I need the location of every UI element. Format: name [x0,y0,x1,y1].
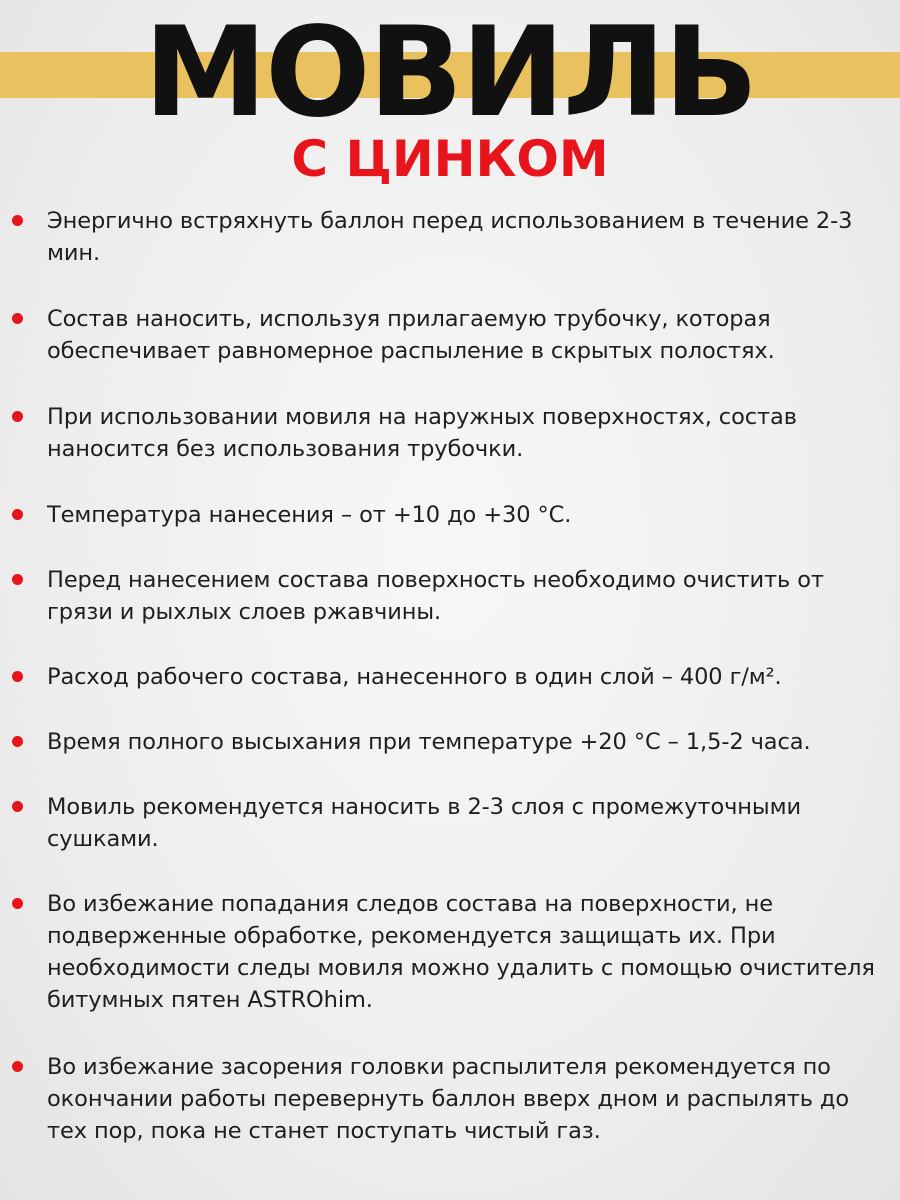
instruction-text: Расход рабочего состава, нанесенного в один слой – 400 г/м². [47,664,782,690]
instruction-text: При использовании мовиля на наружных поверхностях, состав наносится без использования трубочки. [47,404,797,462]
bullet-dot-icon [12,411,23,422]
bullet-dot-icon [12,801,23,812]
bullet-dot-icon [12,736,23,747]
bullet-dot-icon [12,215,23,226]
instruction-item [47,791,892,855]
instruction-item [47,726,892,758]
instruction-text: Во избежание попадания следов состава на поверхности, не подверженные обработке, рекомендуется защищать их. При необходимости следы мовиля можно удалить с помощью очистителя битумных пятен ASTROhim. [47,891,875,1013]
product-subtitle: С ЦИНКОМ [291,130,609,188]
instruction-text: Температура нанесения – от +10 до +30 °C. [47,502,572,528]
product-title: МОВИЛЬ [143,1,757,145]
bullet-dot-icon [12,1061,23,1072]
instruction-text: Перед нанесением состава поверхность необходимо очистить от грязи и рыхлых слоев ржавчины. [47,567,824,625]
bullet-dot-icon [12,509,23,520]
bullet-dot-icon [12,313,23,324]
instruction-item [47,303,892,367]
instruction-text: Во избежание засорения головки распылителя рекомендуется по окончании работы перевернуть баллон вверх дном и распылять до тех пор, пока не станет поступать чистый газ. [47,1054,850,1144]
bullet-dot-icon [12,671,23,682]
bullet-dot-icon [12,898,23,909]
instruction-item [47,499,892,531]
bullet-dot-icon [12,574,23,585]
instruction-text: Мовиль рекомендуется наносить в 2-3 слоя с промежуточными сушками. [47,794,801,852]
instruction-item [47,1051,892,1147]
instruction-text: Энергично встряхнуть баллон перед использованием в течение 2-3 мин. [47,208,853,266]
instruction-item [47,401,892,465]
instruction-item [47,205,892,269]
instruction-item [47,564,892,628]
instruction-item [47,888,892,1016]
instruction-text: Состав наносить, используя прилагаемую трубочку, которая обеспечивает равномерное распыление в скрытых полостях. [47,306,775,364]
instruction-text: Время полного высыхания при температуре +20 °C – 1,5-2 часа. [47,729,811,755]
instruction-item [47,661,892,693]
